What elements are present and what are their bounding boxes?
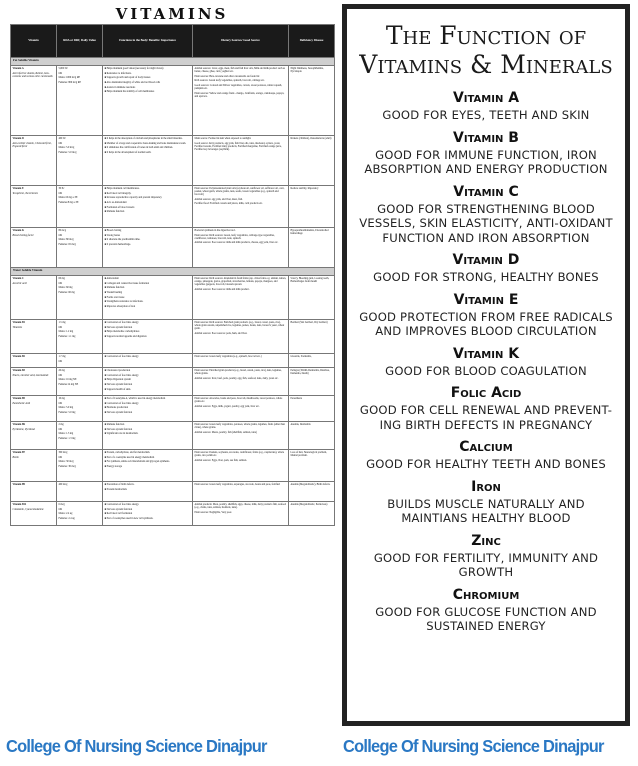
vitamin-synonyms: Pantothenic Acid [12, 402, 31, 406]
sources-cell [193, 482, 289, 502]
function-item: ■ Helps maintain good vision (necessary for night vision) [104, 67, 164, 70]
rda-line: Females: 1.1 mg [58, 334, 76, 338]
source-item: Plant sources: Green leafy vegetables (e.g., spinach, broccoli etc.) [194, 355, 262, 358]
vitamin-synonyms: Blood clotting factor [12, 234, 34, 238]
function-item: ■ Member of a large and cooperative bone-making and bone maintenance team. [104, 141, 187, 145]
vitamin-synonyms: Thiamine [12, 326, 23, 330]
functions-cell [103, 320, 193, 354]
rda-line: OR [58, 281, 63, 285]
table-row [11, 186, 335, 228]
function-item: ■ Part of Coenzyme A, which is used in energy metabolism [104, 397, 166, 400]
rda-line: 80 mcg [58, 229, 67, 232]
table-row [11, 320, 335, 354]
sources-cell [193, 228, 289, 268]
source-item: Animal sources: Poor sources: pork, ham, and liver. [194, 331, 248, 335]
vitamin-cell [11, 66, 57, 136]
section-label: Fat Soluble Vitamin [11, 58, 335, 66]
vitamin-synonyms: Pyridoxine, Pyridoxal [12, 428, 35, 432]
table-row [11, 482, 335, 502]
functions-cell [103, 422, 193, 450]
functions-cell [103, 368, 193, 396]
functions-cell [103, 186, 193, 228]
function-item: ■ Nervous system function [104, 410, 133, 414]
rda-line: Males: 1000 mcg RE [58, 76, 81, 80]
poster-entry [347, 183, 625, 246]
rda-cell [57, 354, 103, 368]
poster-entry [347, 586, 625, 634]
entry-description: GOOD FOR HEALTHY TEETH AND BONES [366, 457, 606, 471]
rda-line: OR [58, 373, 63, 377]
entry-description: GOOD FOR STRONG, HEALTHY BONES [373, 270, 599, 284]
vitamin-name: Vitamin B6 [12, 423, 25, 426]
section-row [11, 268, 335, 276]
source-item: Good source: dairy products, egg yolk, fish liver oils, tuna, mackerel, oysters, yeast, Fortified cereals, Fortified dairy products, Fortified margarine, Fortified orange juice, Fortified soy beverages (soymilk). [194, 141, 282, 151]
vitamin-cell [11, 502, 57, 526]
header-deficiency: Deficiency Disease [289, 25, 335, 58]
function-item: ■ Immune function [104, 210, 125, 214]
source-item: Animal sources: Eggs, liver, pork, sea fish, salmon. [194, 458, 247, 462]
function-item: ■ Nervous system function [104, 382, 133, 386]
rda-line: OR [58, 507, 63, 511]
rda-cell [57, 368, 103, 396]
vitamins-table-panel [10, 4, 334, 726]
vitamin-cell [11, 422, 57, 450]
table-row [11, 368, 335, 396]
function-item: ■ Supports health of skin. [104, 387, 131, 391]
vitamin-synonyms: Anti-rachitic vitamin, Cholecalciferol, Ergocalciferol [12, 142, 52, 149]
poster-entry [347, 478, 625, 526]
entry-name: Vitamin E [453, 291, 519, 308]
functions-cell [103, 354, 193, 368]
rda-line: Males: 16 mg NE [58, 378, 77, 382]
function-item: ■ It helps in the absorption of calcium and phosphorus in the small intestine. [104, 137, 183, 140]
poster-entry [347, 291, 625, 339]
rda-line: Females: 30 mcg [58, 464, 76, 468]
vitamin-cell [11, 186, 57, 228]
function-item: ■ Collagen and connective tissue formation [104, 281, 149, 285]
entry-name: Vitamin K [452, 345, 520, 362]
rda-line: 6 mcg [58, 503, 65, 506]
function-item: ■ Conversion of food into energy. [104, 503, 140, 506]
entry-description: GOOD FOR BLOOD COAGULATION [385, 363, 587, 378]
function-item: ■ It helps in the development of normal teeth. [104, 150, 152, 154]
rda-line: Females: 5.0 mcg [58, 150, 77, 154]
function-item: ■ Formation of blood vessels [104, 205, 135, 209]
source-item: Plant sources: Peanuts, soybeans, avocados, cauliflower, fruits (e.g., raspberries), whole grains, rice polish etc. [194, 451, 285, 458]
function-item: ■ Prevention of birth defects. [104, 483, 135, 486]
vitamin-name: Vitamin B3 [12, 369, 25, 372]
rda-line: Males: 1.2 mg [58, 330, 74, 334]
sources-cell [193, 186, 289, 228]
function-item: ■ Immune function [104, 423, 125, 426]
source-item: Plant sources: Beta-carotene and other carotenoids are found in: [194, 74, 260, 78]
sources-cell [193, 354, 289, 368]
function-item: ■ Helps maintain the stability of cell membranes [104, 90, 155, 94]
rda-line: OR [58, 71, 63, 75]
function-item: ■ Hormone production [104, 406, 128, 410]
function-item: ■ Energy storage [104, 464, 122, 468]
source-item: Bacterial synthesis in the digestive tract. [194, 229, 236, 232]
vitamin-cell [11, 136, 57, 186]
deficiency-cell: Anemia, Dermatitis [289, 422, 335, 450]
function-item: ■ Nervous system function [104, 427, 133, 431]
function-item: ■ Resistance to infections. [104, 71, 132, 75]
entry-name: Vitamin B [453, 129, 519, 146]
deficiency-cell: Reduce sterility, Impotency [289, 186, 335, 228]
rda-line: OR [58, 359, 63, 363]
rda-cell [57, 450, 103, 482]
poster-title: The Function of Vitamins & Minerals [359, 21, 613, 79]
source-item: Animal sources: Poor sources: milk and milk product. [194, 287, 250, 291]
source-item: Plant sources: Enriched grain products (e.g., bread, cereal, pasta, rice), nuts, legumes, whole grains. [194, 369, 282, 376]
function-item: ■ Protein, carbohydrate, and fat metabolism. [104, 451, 151, 454]
function-item: ■ Forms scar tissue [104, 295, 125, 299]
deficiency-cell: Beriberi (Wet beriberi, Dry beriberi) [289, 320, 335, 354]
sources-cell [193, 320, 289, 354]
vitamin-name: Vitamin D [12, 137, 24, 140]
function-item: ■ Conversion of food into energy [104, 321, 139, 324]
rda-line: 400 IU [58, 137, 66, 140]
deficiency-cell: Rickets (children), Osteomalacia (adult) [289, 136, 335, 186]
table-row [11, 450, 335, 482]
vitamin-cell [11, 228, 57, 268]
function-item: ■ Cholesterol production [104, 369, 131, 372]
vitamin-cell [11, 354, 57, 368]
source-item: Fortified food: Fortified cereals and juices, milk, cold products etc. [194, 202, 263, 206]
source-item: Animal sources: Meats, poultry, fish (shellfish, salmon, tuna) [194, 430, 257, 434]
functions-cell [103, 228, 193, 268]
vitamin-cell [11, 482, 57, 502]
deficiency-cell: Paresthesia [289, 396, 335, 422]
sources-cell [193, 276, 289, 320]
entry-name: Zinc [471, 532, 501, 549]
source-item: Plant sources: Polyunsaturated plant oils (soybean oil, sunflower oil, safflower oil, corn, peanut, wheat germ, whole grains, nuts, seeds, Green vegetables (e.g., spinach and broccoli) [194, 187, 285, 197]
entry-description: GOOD FOR EYES, TEETH AND SKIN [382, 108, 590, 122]
vitamin-cell [11, 396, 57, 422]
sources-cell [193, 422, 289, 450]
rda-line: 400 mcg [58, 483, 68, 486]
vitamin-cell [11, 368, 57, 396]
function-item: ■ Part of a coenzyme used in energy metabolism [104, 455, 155, 459]
entry-description: GOOD FOR IMMUNE FUNCTION, IRON ABSORPTION AND ENERGY PRODUCTION [364, 147, 608, 176]
rda-line: OR [58, 191, 63, 195]
function-item: ■ Strengthens resistance to infections. [104, 300, 144, 304]
function-item: ■ Assists in immune reactions [104, 85, 136, 89]
rda-line: OR [58, 401, 63, 405]
rda-line: Females: 1.3 mg [58, 436, 76, 440]
source-item: Plant sources: Green leafy vegetables, asparagus, avocado, beans and peas, fortified [194, 483, 280, 486]
rda-cell [57, 276, 103, 320]
source-item: Animal sources: Liver, eggs, meat, fish and fish liver oils, Milk and milk product such as butter, cheese, ghee, curd, yoghurt etc. [194, 67, 286, 74]
header-rda: RDA or DRI; Daily Value [57, 25, 103, 58]
function-item: ■ Nervous system function [104, 507, 133, 511]
function-item: ■ It prevents hemorrhage. [104, 242, 131, 246]
function-item: ■ Conversion of food into energy [104, 401, 139, 405]
table-row [11, 422, 335, 450]
vitamin-synonyms: Tocopherol, Tocotrienols [12, 192, 38, 196]
source-item: Plant sources: Rich sources: Enriched grain products (e.g., bread, cereal, pasta, rice), whole grain cereals, unpolished rice, legumes, pulses, beans, nuts, brewer's yeast, wheat germ. [194, 321, 285, 331]
source-item: Animal sources: liver, beef, pork, poultry, egg, fish, seafood, tuna, dairy, yeast etc. [194, 376, 279, 380]
rda-line: Males: 1.3 mg [58, 432, 74, 436]
sources-cell [193, 66, 289, 136]
footer-right-college-name: College Of Nursing Science Dinajpur [343, 736, 604, 756]
rda-line: Females: 60 mg [58, 290, 75, 294]
function-item: ■ Fat synthesis, amino acid metabolism and glycogen synthesis. [104, 460, 170, 464]
function-item: ■ Protein metabolism. [104, 487, 128, 491]
functions-cell [103, 396, 193, 422]
table-header-row [11, 25, 335, 58]
vitamin-cell [11, 276, 57, 320]
table-row [11, 228, 335, 268]
functions-cell [103, 136, 193, 186]
rda-cell [57, 186, 103, 228]
function-item: ■ Immune function [104, 286, 125, 290]
sources-cell [193, 450, 289, 482]
vitamin-name: Vitamin B5 [12, 397, 25, 400]
poster-entry [347, 89, 625, 123]
function-item: ■ Also maintains integrity of white and red blood cells [104, 80, 161, 84]
function-item: ■ Helps maintain cell membranes. [104, 187, 140, 190]
section-row [11, 58, 335, 66]
entry-name: Calcium [459, 439, 513, 455]
rda-line: 60 mg [58, 277, 65, 280]
vitamin-name: Vitamin B7 [12, 451, 25, 454]
entry-name: Vitamin A [452, 90, 520, 106]
poster-entry [347, 384, 625, 432]
vitamin-name: Vitamin K [12, 229, 24, 232]
rda-line: Females: 65 mcg [58, 242, 76, 246]
vitamin-name: Vitamin B1 [12, 321, 25, 324]
functions-cell [103, 482, 193, 502]
table-row [11, 276, 335, 320]
sources-cell [193, 396, 289, 422]
function-item: ■ It stimulates the calcification of bones in both adult and children. [104, 146, 173, 150]
vitamin-cell [11, 320, 57, 354]
entry-name: Iron [471, 478, 501, 495]
sources-cell [193, 502, 289, 526]
deficiency-cell: Loss of hair, Neurological problem, Mental problem. [289, 450, 335, 482]
function-item: ■ Significant role in metabolism. [104, 432, 139, 436]
rda-line: Females:8 mg a-TE [58, 200, 79, 204]
footer-left-college-name: College Of Nursing Science Dinajpur [6, 736, 267, 756]
vitamin-name: Vitamin A [12, 67, 24, 70]
functions-cell [103, 276, 193, 320]
vitamin-name: Vitamin E [12, 187, 24, 190]
function-poster [342, 4, 630, 726]
function-item: ■ Acts as Antioxidant [104, 200, 127, 204]
vitamin-name: Vitamin B9 [12, 483, 25, 486]
poster-entry [347, 251, 625, 285]
table-body [11, 58, 335, 526]
table-row [11, 502, 335, 526]
table-row [11, 354, 335, 368]
function-item: ■ Increase reproductive capacity and prevent impotency [104, 196, 162, 200]
rda-line: OR [58, 325, 63, 329]
poster-entry [347, 532, 625, 580]
source-item: Plant sources: Yellow and orange fruits - mango, Jackfruits, orange, cantaloupe, papaya, and apricots. [194, 91, 285, 98]
entry-description: BUILDS MUSCLE NATURALLY AND MAINTIANS HEALTHY BLOOD [387, 496, 585, 525]
rda-line: Females: 800 mcg RE [58, 80, 82, 84]
vitamin-name: Vitamin C [12, 277, 24, 280]
source-item: Plant sources: Avocados, beans and peas, broccoli, mushrooms, sweet potatoes, whole grains etc. [194, 397, 283, 404]
source-item: Good sources: Colored and Yellow vegetables, carrots, sweet potatoes, winter squash, pumpkin etc. [194, 83, 282, 91]
rda-line: 300 mcg [58, 451, 68, 454]
section-label: Water Soluble Vitamin [11, 268, 335, 276]
vitamin-synonyms: Anti infective vitamin, Retinol, beta-carotene and various other carotenoids [12, 72, 53, 79]
source-item: Plant sources: Rich sources: Green, leafy vegetables, cabbage-type vegetables, cauliflower, tomatoes, broccoli, kale, spinach. [194, 233, 275, 240]
function-item: ■ Red blood cell formation [104, 512, 133, 516]
entry-name: Vitamin D [452, 252, 520, 268]
functions-cell [103, 502, 193, 526]
rda-line: Males: 60 mg [58, 286, 73, 290]
entry-description: GOOD FOR CELL RENEWAL AND PREVENT-ING BIRTH DEFECTS IN PREGNANCY [359, 403, 613, 432]
deficiency-cell: Scurvy, Bleeding gum, Loosing teeth, Hemorrhages from mouth [289, 276, 335, 320]
function-item: ■ Conversion of food into energy [104, 355, 139, 358]
deficiency-cell: Night blindness, Xerophthalmia, Nyctalopia [289, 66, 335, 136]
rda-line: Males: 5.0 mg [58, 406, 74, 410]
sources-cell [193, 368, 289, 396]
function-item: ■ Strong bones [104, 233, 121, 237]
poster-entry [347, 345, 625, 379]
vitamin-name: Vitamin B12 [12, 503, 27, 506]
source-item: Animal products: Meat, poultry, shellfish, eggs, cheese, milk, dairy products fish, seafood (e.g., clams, tuna, salmon, haddock, tuna). [194, 503, 287, 510]
rda-line: OR [58, 455, 63, 459]
sources-cell [193, 136, 289, 186]
deficiency-cell: Glossitis, Stomatitis, [289, 354, 335, 368]
function-item: ■ Red blood cell integrity. [104, 191, 132, 195]
poster-entries [347, 89, 625, 634]
deficiency-cell: Pellagra (3D/4D-Dermatitis, Diarrhea, Dementia, Death) [289, 368, 335, 396]
functions-cell [103, 450, 193, 482]
function-item: ■ Supports normal appetite and digestion [104, 334, 147, 338]
function-item: ■ Antioxidant [104, 277, 119, 280]
function-item: ■ Conversion of food into energy [104, 373, 139, 377]
rda-cell [57, 396, 103, 422]
rda-line: OR [58, 233, 63, 237]
source-item: Plant sources: Negligible, Very poor. [194, 510, 232, 514]
header-sources: Dietary Sources/ Good Source [193, 25, 289, 58]
rda-cell [57, 320, 103, 354]
poster-entry [347, 438, 625, 472]
vitamin-synonyms: Niacin, nicotinic acid, niacinamide [12, 374, 49, 378]
rda-line: Males: 2.4 ug [58, 512, 73, 516]
poster-entry [347, 129, 625, 177]
table-row [11, 66, 335, 136]
function-item: ■ Improves absorption of iron [104, 304, 136, 308]
rda-cell [57, 502, 103, 526]
table-row [11, 396, 335, 422]
rda-line: 2 mg [58, 423, 64, 426]
rda-line: 20 mg [58, 369, 65, 372]
vitamin-synonyms: Cobalamin, Cyanocobalamine [12, 508, 44, 512]
rda-line: Males: 80 mcg [58, 238, 74, 242]
function-item: ■ Supports growth and repair of body tissues [104, 76, 151, 80]
rda-line: 1.5 mg [58, 321, 66, 324]
entry-description: GOOD FOR GLUCOSE FUNCTION AND SUSTAINED ENERGY [375, 604, 597, 633]
rda-cell [57, 136, 103, 186]
source-item: Plant sources: Rich sources: Abundant in fresh fruits (esp. citrus fruits e.g. amlaki, lemon, orange, pineapple, guava, grapefruit, strawberries, lemons, papaya, mangoes, and vegetables (peppers, broccoli, brussels sprouts [194, 277, 287, 287]
rda-line: 30 IU [58, 187, 65, 190]
source-item: Main source: Formed in skin when exposed to sunlight. [194, 137, 252, 140]
rda-line: OR [58, 141, 63, 145]
function-poster-inner [347, 9, 625, 721]
source-item: Plant sources: Green leafy vegetables, potatoes, whole grains, legumes, fruits (other than citrus), whole grains. [194, 423, 285, 430]
deficiency-cell: Anemia (Megaloblastic), Birth defects. [289, 482, 335, 502]
entry-name: Vitamin C [453, 183, 519, 200]
function-item: ■ Helps metabolize carbohydrates [104, 330, 140, 334]
function-item: ■ Part of coenzymes used in new cell synthesis. [104, 516, 154, 520]
source-item: Animal sources: Poor sources: milk and milk products, cheese, egg yolk, liver etc. [194, 241, 279, 245]
rda-line: Females: 5.0 mg [58, 410, 76, 414]
function-item: ■ Wound healing [104, 290, 123, 294]
entry-description: GOOD PROTECTION FROM FREE RADICALS AND IMPROVES BLOOD CIRCULATION [359, 309, 613, 338]
function-item: ■ It shortens the prothrombin time. [104, 238, 141, 242]
rda-line: Females:14 mg NE [58, 382, 79, 386]
header-vitamin: Vitamin [11, 25, 57, 58]
function-item: ■ Blood clotting [104, 229, 122, 232]
rda-line: Females: 2.4 ug [58, 516, 75, 520]
entry-description: GOOD FOR STRENGTHENING BLOOD VESSELS, SKIN ELASTICITY, ANTI-OXIDANT FUNCTION AND IRON ABSORPTION [359, 201, 613, 245]
rda-line: Males: 30 mcg [58, 460, 74, 464]
entry-description: GOOD FOR FERTILITY, IMMUNITY AND GROWTH [373, 550, 599, 579]
rda-line: Males:10 mg a-TE [58, 196, 78, 200]
rda-line: 10 mg [58, 397, 65, 400]
deficiency-cell: Anemia (Megaloblastic, Pernicious) [289, 502, 335, 526]
rda-cell [57, 228, 103, 268]
rda-cell [57, 422, 103, 450]
rda-line: OR [58, 427, 63, 431]
vitamin-name: Vitamin B2 [12, 355, 25, 358]
vitamin-synonyms: Biotin [12, 456, 19, 460]
function-item: ■ Nervous system function [104, 325, 133, 329]
source-item: Animal sources: egg yolk, and liver, meat, fish. [194, 197, 243, 201]
vitamins-table [10, 24, 335, 526]
rda-line: 1.7 mg [58, 355, 66, 358]
functions-cell [103, 66, 193, 136]
rda-line: 5,000 IU [58, 67, 68, 70]
entry-name: Chromium [452, 586, 520, 603]
entry-name: Folic Acid [450, 385, 522, 401]
rda-cell [57, 66, 103, 136]
source-item: Animal sources: Eggs, milk, yogurt, poultry, egg yolk, liver etc. [194, 404, 260, 408]
header-functions: Functions in the Body/ Benefits/ Importance [103, 25, 193, 58]
rda-line: Males: 5.0 mcg [58, 146, 75, 150]
vitamin-synonyms: Ascorbic acid [12, 282, 27, 286]
table-row [11, 136, 335, 186]
vitamins-table-title: VITAMINS [115, 5, 229, 23]
vitamin-cell [11, 450, 57, 482]
rda-cell [57, 482, 103, 502]
source-item: Rich sources: Green leafy vegetables, spinach, broccoli, cabbage etc. [194, 79, 265, 83]
function-item: ■ Helps Digestion system [104, 378, 131, 382]
deficiency-cell: Hypoprothrombinemia, Uncontrolled hemorrhage [289, 228, 335, 268]
